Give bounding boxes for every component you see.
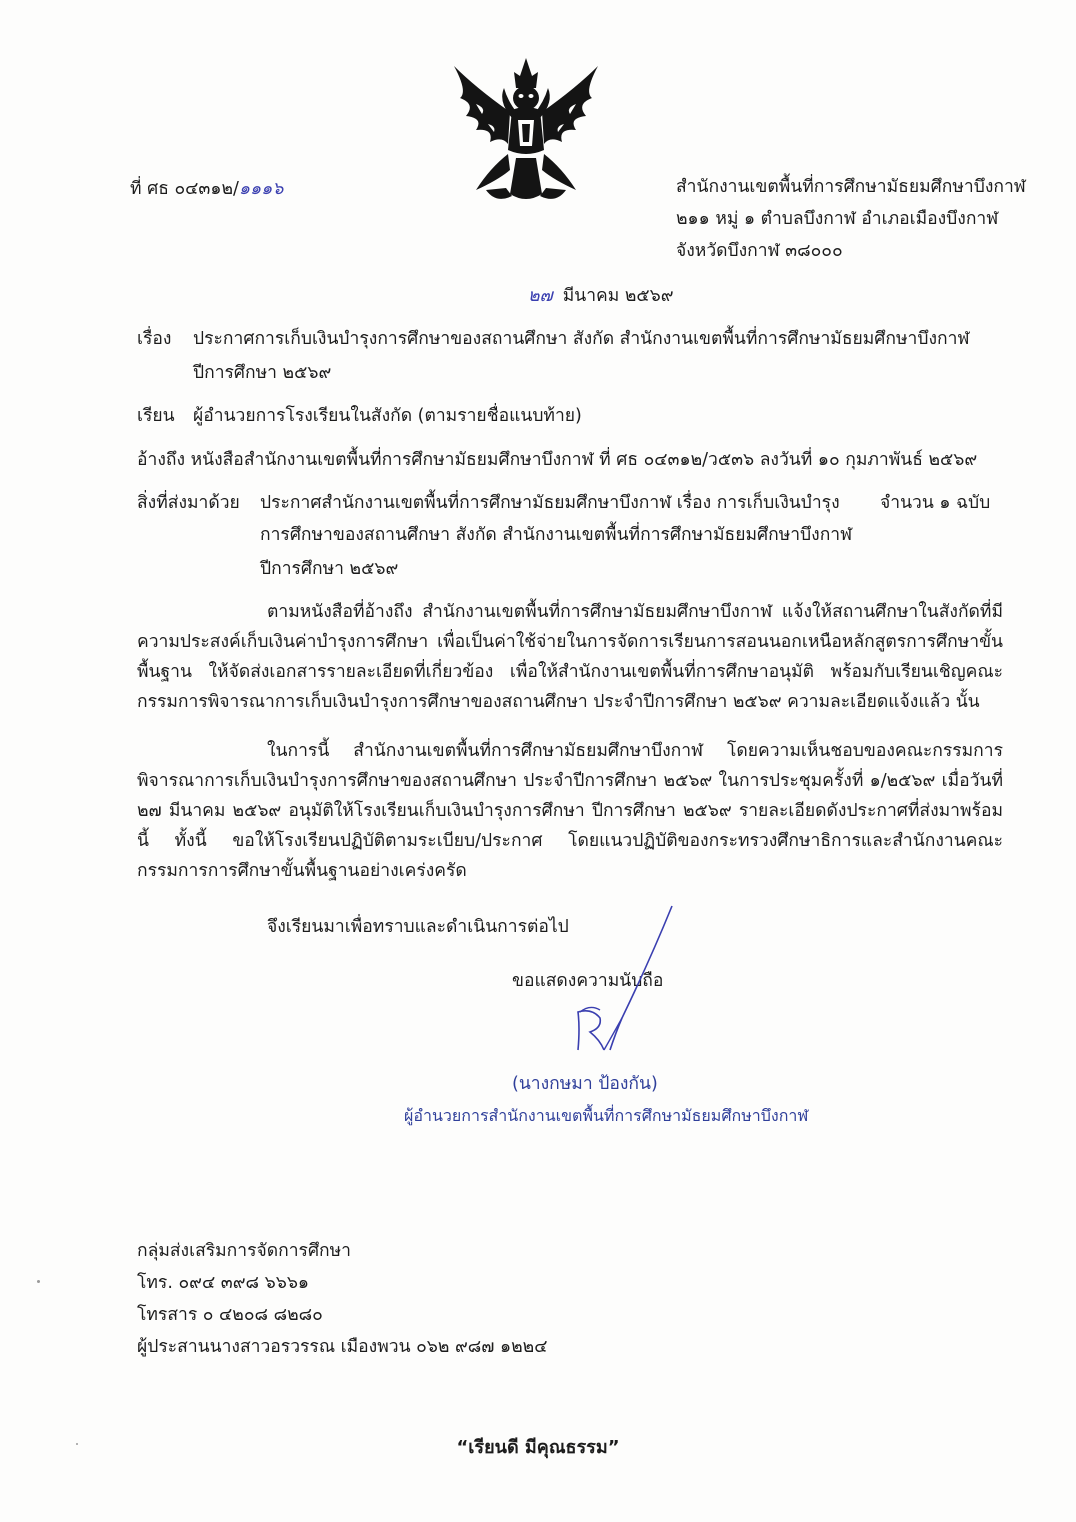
scan-speck bbox=[76, 1443, 78, 1445]
signature-mark bbox=[560, 900, 690, 1070]
regards-line: ขอแสดงความนับถือ bbox=[512, 971, 664, 991]
closing-line: จึงเรียนมาเพื่อทราบและดำเนินการต่อไป bbox=[267, 917, 569, 937]
signer-title: ผู้อำนวยการสำนักงานเขตพื้นที่การศึกษามัธยมศึกษาบึงกาฬ bbox=[404, 1106, 809, 1125]
scan-speck bbox=[37, 1280, 40, 1283]
letter-date bbox=[528, 283, 674, 309]
subject-line-2: ปีการศึกษา ๒๕๖๙ bbox=[193, 363, 332, 383]
department-name: กลุ่มส่งเสริมการจัดการศึกษา bbox=[137, 1241, 352, 1261]
body-paragraph-1 bbox=[137, 597, 1003, 717]
office-address: ๒๑๑ หมู่ ๑ ตำบลบึงกาฬ อำเภอเมืองบึงกาฬ bbox=[676, 209, 999, 229]
signer-name: (นางกษมา ป้องกัน) bbox=[512, 1074, 658, 1094]
reference-line: อ้างถึง หนังสือสำนักงานเขตพื้นที่การศึกษามัธยมศึกษาบึงกาฬ ที่ ศธ ๐๔๓๑๒/ว๕๓๖ ลงวันที่ ๑๐ กุมภาพันธ์ ๒๕๖๙ bbox=[137, 450, 978, 470]
fax-line: โทรสาร ๐ ๔๒๐๘ ๘๒๘๐ bbox=[137, 1305, 323, 1325]
office-name: สำนักงานเขตพื้นที่การศึกษามัธยมศึกษาบึงกาฬ bbox=[676, 177, 1026, 197]
subject-label: เรื่อง bbox=[137, 329, 172, 349]
reference-number-printed: ที่ ศธ ๐๔๓๑๒/ bbox=[130, 179, 239, 199]
attachment-line-2: การศึกษาของสถานศึกษา สังกัด สำนักงานเขตพื้นที่การศึกษามัธยมศึกษาบึงกาฬ bbox=[260, 525, 853, 545]
body-paragraph-2-text: ในการนี้ สำนักงานเขตพื้นที่การศึกษามัธยมศึกษาบึงกาฬ โดยความเห็นชอบของคณะกรรมการพิจารณาการเก็บเงินบำรุงการศึกษาของสถานศึกษา ประจำปีการศึกษา ๒๕๖๙ ในการประชุมครั้งที่ ๑/๒๕๖๙ เมื่อวันที่ ๒๗ มีนาคม ๒๕๖๙ อนุมัติให้โรงเรียนเก็บเงินบำรุงการศึกษา ปีการศึกษา ๒๕๖๙ รายละเอียดดังประกาศที่ส่งมาพร้อมนี้ ทั้งนี้ ขอให้โรงเรียนปฏิบัติตามระเบียบ/ประกาศ โดยแนวปฏิบัติของกระทรวงศึกษาธิการและสำนักงานคณะกรรมการการศึกษาขั้นพื้นฐานอย่างเคร่งครัด bbox=[137, 741, 1003, 881]
date-month-year: มีนาคม ๒๕๖๙ bbox=[562, 286, 674, 306]
telephone-line: โทร. ๐๙๔ ๓๙๘ ๖๖๖๑ bbox=[137, 1273, 310, 1293]
body-paragraph-2 bbox=[137, 736, 1003, 886]
attachment-quantity: จำนวน ๑ ฉบับ bbox=[880, 493, 991, 513]
coordinator-line: ผู้ประสานนางสาวอรวรรณ เมืองพวน ๐๖๒ ๙๘๗ ๑๒๒๔ bbox=[137, 1337, 548, 1357]
reference-number-handwritten: ๑๑๑๖ bbox=[238, 179, 284, 199]
attachment-label: สิ่งที่ส่งมาด้วย bbox=[137, 493, 240, 513]
to-label: เรียน bbox=[137, 406, 175, 426]
body-paragraph-1-text: ตามหนังสือที่อ้างถึง สำนักงานเขตพื้นที่การศึกษามัธยมศึกษาบึงกาฬ แจ้งให้สถานศึกษาในสังกัดที่มีความประสงค์เก็บเงินค่าบำรุงการศึกษา เพื่อเป็นค่าใช้จ่ายในการจัดการเรียนการสอนนอกเหนือหลักสูตรการศึกษาขั้นพื้นฐาน ให้จัดส่งเอกสารรายละเอียดที่เกี่ยวข้อง เพื่อให้สำนักงานเขตพื้นที่การศึกษาอนุมัติ พร้อมกับเรียนเชิญคณะกรรมการพิจารณาการเก็บเงินบำรุงการศึกษาของสถานศึกษา ประจำปีการศึกษา ๒๕๖๙ ความละเอียดแจ้งแล้ว นั้น bbox=[137, 602, 1003, 712]
to-recipient: ผู้อำนวยการโรงเรียนในสังกัด (ตามรายชื่อแนบท้าย) bbox=[193, 406, 582, 426]
garuda-emblem-icon bbox=[446, 58, 606, 208]
office-province: จังหวัดบึงกาฬ ๓๘๐๐๐ bbox=[676, 241, 843, 261]
attachment-line-3: ปีการศึกษา ๒๕๖๙ bbox=[260, 559, 399, 579]
attachment-line-1: ประกาศสำนักงานเขตพื้นที่การศึกษามัธยมศึกษาบึงกาฬ เรื่อง การเก็บเงินบำรุง bbox=[260, 493, 840, 513]
reference-number bbox=[130, 176, 283, 202]
date-day-handwritten: ๒๗ bbox=[528, 286, 553, 306]
subject-line-1: ประกาศการเก็บเงินบำรุงการศึกษาของสถานศึกษา สังกัด สำนักงานเขตพื้นที่การศึกษามัธยมศึกษาบึงกาฬ bbox=[193, 329, 970, 349]
motto: “เรียนดี มีคุณธรรม” bbox=[456, 1437, 620, 1458]
